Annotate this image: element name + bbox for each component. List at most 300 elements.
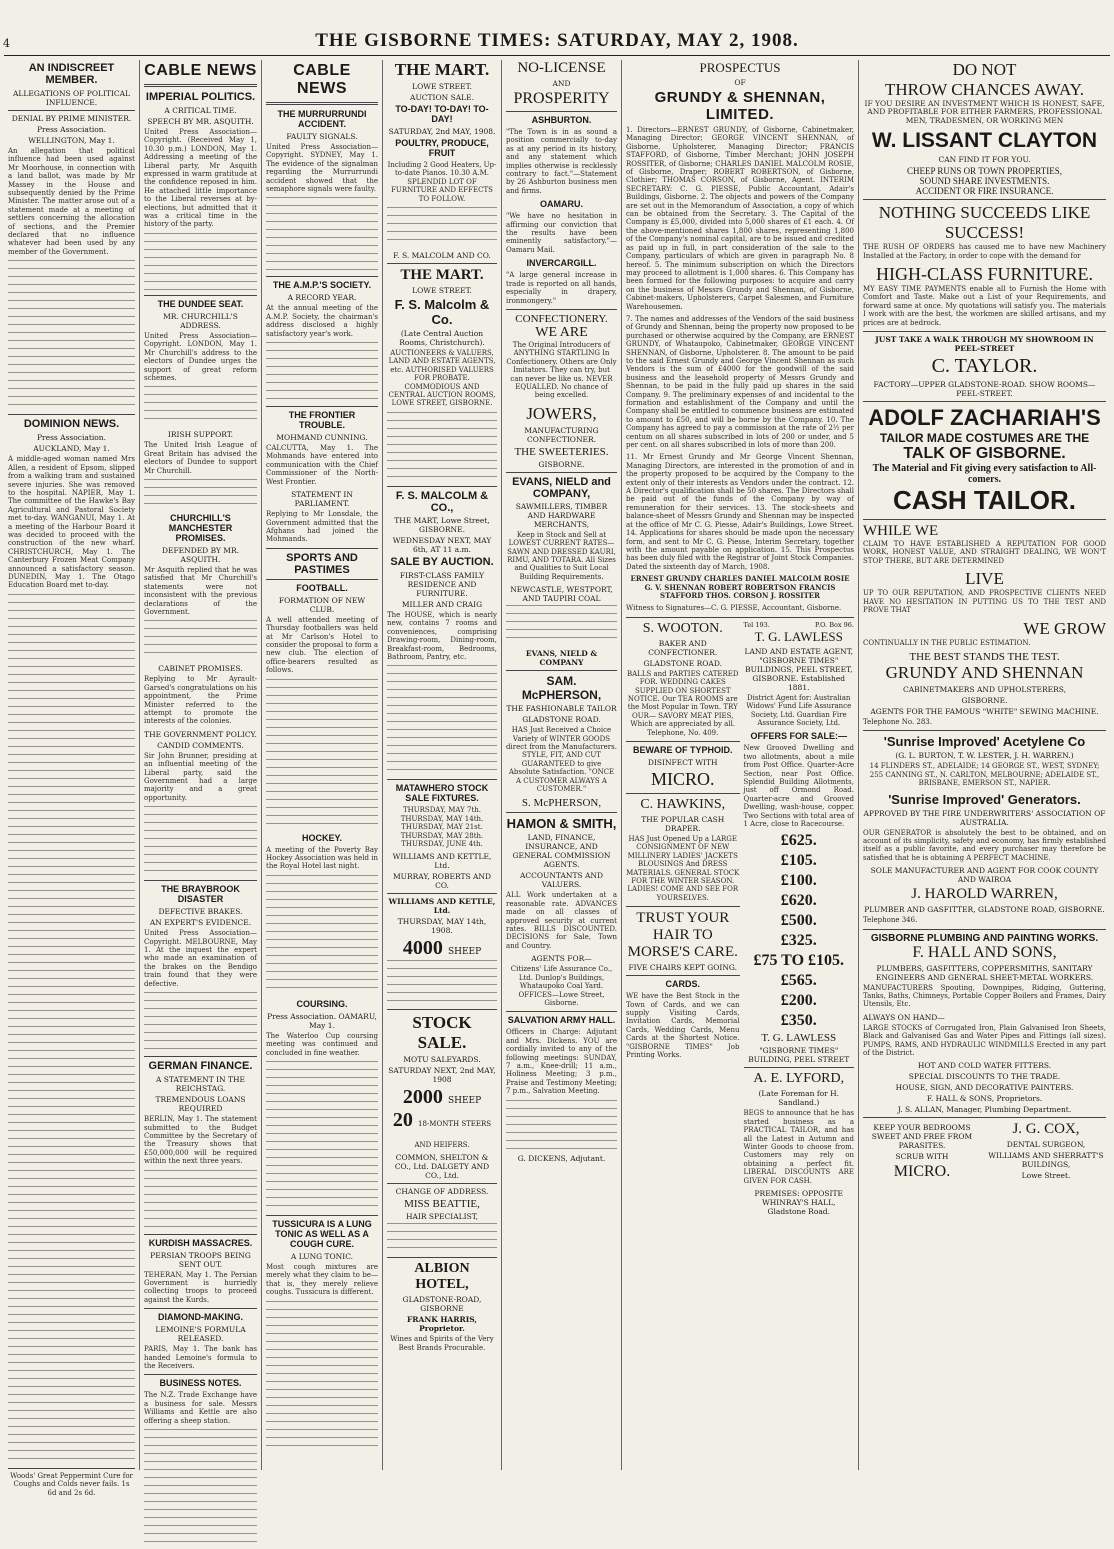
matawhero-fixtures: MATAWHERO STOCK SALE FIXTURES. xyxy=(395,783,489,804)
evans-nield-continued xyxy=(506,605,617,645)
subhead: A LUNG TONIC. xyxy=(290,1252,354,1261)
grundy-shennan-tel: Telephone No. 283. xyxy=(863,717,932,726)
divider xyxy=(266,579,378,580)
article-text: A meeting of the Poverty Bay Hockey Association was held in the Royal Hotel last night. xyxy=(266,845,378,871)
divider xyxy=(387,486,497,487)
address: THE MART, Lowe Street, GISBORNE. xyxy=(394,515,490,534)
divider xyxy=(626,906,740,907)
divider xyxy=(626,741,740,742)
advert-the-mart-title: THE MART. xyxy=(400,267,484,284)
sheep-word: SHEEP xyxy=(447,947,482,958)
hall-sons-sub: PLUMBERS, GASFITTERS, COPPERSMITHS, SANITARY ENGINEERS AND GENERAL SHEET-METAL WORKERS. xyxy=(875,963,1094,982)
prospectus-signatures: ERNEST GRUNDY CHARLES DANIEL MALCOLM ROSIE G. V. SHENNAN ROBERT ROBERTSON FRANCIS STAFFORD THOS. CORSON J. ROSSITER xyxy=(630,574,850,600)
sale-by-auction: SALE BY AUCTION. xyxy=(390,555,494,568)
always-on-hand: ALWAYS ON HAND— xyxy=(863,1012,945,1022)
article-text: The Waterloo Cup coursing meeting was continued and concluded in fine weather. xyxy=(266,1031,378,1057)
typhoid-sub: DISINFECT WITH xyxy=(647,758,718,767)
trust-head: TRUST YOUR HAIR TO MORSE'S CARE. xyxy=(627,910,738,961)
adolf-zachariah-name: ADOLF ZACHARIAH'S xyxy=(868,405,1101,431)
divider xyxy=(387,263,497,264)
lyford-text: BEGS to announce that he has started business as a PRACTICAL TAILOR, and has all the Latest in Autumn and Winter Goods to choose from. Customers may rely on obtaining a perfect fit. LIBERAL DISCOUNTS ARE GIVEN FOR CASH. xyxy=(743,1109,854,1185)
sunrise-names: (G. L. BURTON, T. W. LESTER, J. H. WARREN.) xyxy=(895,751,1074,761)
subhead: A CRITICAL TIME. xyxy=(164,106,237,115)
wooton-location: GLADSTONE ROAD. xyxy=(643,658,722,668)
lawless-contact xyxy=(744,621,855,629)
price: £620. xyxy=(780,892,817,910)
divider xyxy=(8,1468,135,1469)
lyford-location: PREMISES: OPPOSITE WHINRAY'S HALL, Gladstone Road. xyxy=(754,1189,843,1217)
subhead-amp-society: THE A.M.P.'S SOCIETY. xyxy=(272,280,372,291)
beattie-sub: HAIR SPECIALIST, xyxy=(405,1212,479,1222)
confectionery-head: CONFECTIONERY. xyxy=(515,312,608,325)
micro-head: MICRO. xyxy=(893,1163,951,1181)
article-text-continued xyxy=(144,233,257,291)
company-name: GRUNDY & SHENNAN, LIMITED. xyxy=(654,89,826,123)
divider xyxy=(387,893,497,894)
mcpherson-text: HAS Just Received a Choice Variety of WINTER GOODS direct from the Manufacturers. STYLE, FIT, AND CUT GUARANTEED to give Absolute Satisfaction. "ONCE A CUSTOMER ALWAYS A CUSTOMER." xyxy=(506,726,617,794)
hall-sons-name: F. HALL AND SONS, xyxy=(912,943,1057,961)
divider xyxy=(863,929,1106,930)
agent: WILLIAMS AND KETTLE, Ltd. xyxy=(388,897,496,916)
subhead: FORMATION OF NEW CLUB. xyxy=(278,595,366,614)
subhead: THE GOVERNMENT POLICY. xyxy=(144,729,257,739)
subhead-hockey: HOCKEY. xyxy=(301,832,342,843)
price: £565. xyxy=(780,972,817,990)
article-text: United Press Association—Copyright. SYDNEY, May 1. The evidence of the signalman regarding the Murrurrundi accident showed that the semaphore signals were faulty. xyxy=(266,143,378,194)
oamaru-head: OAMARU. xyxy=(540,199,583,210)
subhead: CANDID COMMENTS. xyxy=(157,740,244,750)
agents-for: AGENTS FOR— xyxy=(531,954,592,964)
price: £625. xyxy=(780,832,817,850)
subhead: PERSIAN TROOPS BEING SENT OUT. xyxy=(150,1250,251,1269)
stock-count: 20 xyxy=(392,1109,413,1132)
col6-left xyxy=(626,621,740,1218)
divider xyxy=(744,1067,855,1068)
subhead: TREMENDOUS LOANS REQUIRED xyxy=(155,1095,246,1114)
confectionery-text: The Original Introducers of ANYTHING STARTLING In Confectionery. Others are Only Imitators. They can try, but can never be like us. NEVER EQUALLED. No chance of being excelled. xyxy=(506,340,617,400)
headline-cable-news: CABLE NEWS xyxy=(293,62,351,97)
hawkins-name: C. HAWKINS, xyxy=(640,797,726,812)
stock-20-row xyxy=(387,1109,497,1151)
lawless-sig: T. G. LAWLESS xyxy=(761,1032,837,1045)
prospectus-text-3: 11. Mr Ernest Grundy and Mr George Vincent Shennan, Managing Directors, are interested in the promotion of and in the property proposed to be acquired by the Company to the extent only of their interests as Vendors under the contract. 12. A Director's qualification shall be 50 shares. The Directors shall be paid out of the funds of the Company by way of remuneration for their services. 13. The stock-sheets and balance-sheet of Messrs Grundy and Shennan may be inspected at the office of Mr C. G. Piesse, Adair's Buildings, Lowe Street. 14. Applications for shares should be made upon the necessary form, and sent to Mr C. G. Piesse, Interim Secretary, together with the amount payable on application. 15. This Prospectus has been duly filed with the Registrar of Joint Stock Companies. Dated the sixteenth day of March, 1908. xyxy=(626,453,854,571)
poultry-line: POULTRY, PRODUCE, FRUIT xyxy=(395,138,489,158)
hamon-smith-name: HAMON & SMITH, xyxy=(506,816,617,832)
sunrise-acetylene: 'Sunrise Improved' Acetylene Co xyxy=(883,734,1086,750)
col6-right xyxy=(744,621,855,1218)
subhead: DEFECTIVE BRAKES. xyxy=(158,907,243,917)
subhead: SPEECH BY MR. ASQUITH. xyxy=(147,117,254,126)
article-text-continued xyxy=(266,1061,378,1211)
divider xyxy=(626,975,740,976)
sale-text-continued xyxy=(387,960,497,1005)
approved-line: APPROVED BY THE FIRE UNDERWRITERS' ASSOCIATION OF AUSTRALIA. xyxy=(863,808,1106,827)
article-text-continued xyxy=(144,1170,257,1230)
easy-payments-text: MY EASY TIME PAYMENTS enable all to Furnish the Home with Comfort and Taste. Make out a List of your Requirements, and forward same at once. My quotations will satisfy you. The materials I work with are the best, the workmen are skilled artisans, and my prices are at bedrock. xyxy=(863,285,1106,327)
stock-count: 2000 xyxy=(402,1086,443,1109)
evans-nield-sig: EVANS, NIELD & COMPANY xyxy=(525,649,598,668)
claim-text: CLAIM TO HAVE ESTABLISHED A REPUTATION FOR GOOD WORK, HONEST VALUE, AND STRAIGHT DEALING, WE WON'T STOP THERE, BUT ARE DETERMINED xyxy=(863,540,1106,565)
best-stands-test: THE BEST STANDS THE TEST. xyxy=(909,650,1060,663)
subhead: IRISH SUPPORT. xyxy=(167,430,234,440)
grundy-shennan-sub: CABINETMAKERS AND UPHOLSTERERS, xyxy=(902,684,1067,694)
rush-text: THE RUSH OF ORDERS has caused me to have new Machinery Installed at the Factory, in order to cope with the demand for xyxy=(863,243,1106,260)
talk-of-gisborne: TALK OF GISBORNE. xyxy=(903,445,1066,463)
divider xyxy=(266,1215,378,1216)
albion-text: Wines and Spirits of the Very Best Brands Procurable. xyxy=(390,1335,494,1352)
lissant-clayton-name: W. LISSANT CLAYTON xyxy=(871,129,1098,153)
taylor-factory: FACTORY—UPPER GLADSTONE-ROAD. SHOW ROOMS—PEEL-STREET. xyxy=(873,380,1096,399)
subhead: A STATEMENT IN THE REICHSTAG. xyxy=(155,1075,246,1094)
auctioneer: MILLER AND CRAIG xyxy=(401,599,483,609)
article-text-continued xyxy=(144,806,257,876)
article-text: The N.Z. Trade Exchange have a business for sale. Messrs Williams and Kettle are also offering a sheep station. xyxy=(144,1391,257,1425)
wooton-sub: BAKER AND CONFECTIONER. xyxy=(648,638,718,657)
evans-nield-text: Keep in Stock and Sell at LOWEST CURRENT RATES— SAWN AND DRESSED KAURI, RIMU, AND TOTARA. All Sizes and Qualities to Suit Local Building Requirements. xyxy=(507,530,616,581)
column-1 xyxy=(4,60,139,1497)
col6-lower xyxy=(626,621,854,1218)
lawless-agent: District Agent for: Australian Widows' Fund Life Assurance Society, Ltd. Guardian Fire Assurance Society, Ltd. xyxy=(746,693,852,727)
scrub-with: SCRUB WITH xyxy=(895,1152,949,1162)
price: £75 TO £105. xyxy=(753,952,845,970)
cash-tailor: CASH TAILOR. xyxy=(893,485,1076,516)
price: £325. xyxy=(780,932,817,950)
divider xyxy=(626,617,854,618)
subhead-braybrook-disaster: THE BRAYBROOK DISASTER xyxy=(161,884,240,905)
headline-cable-news: CABLE NEWS xyxy=(144,62,257,79)
article-text-continued xyxy=(266,342,378,402)
subhead-coursing: COURSING. xyxy=(296,998,348,1009)
divider xyxy=(506,309,617,310)
walk-line: JUST TAKE A WALK THROUGH MY SHOWROOM IN PEEL-STREET xyxy=(875,335,1094,354)
article-text-continued xyxy=(144,992,257,1052)
divider xyxy=(144,1234,257,1235)
fs-malcolm-name-2: F. S. MALCOLM & CO., xyxy=(395,489,489,514)
divider xyxy=(506,1011,617,1012)
live-text: UP TO OUR REPUTATION, AND PROSPECTIVE CLIENTS NEED HAVE NO HESITATION IN PUTTING US TO THE TEST AND PROVE THAT xyxy=(863,589,1106,615)
prospectus-text-2: 7. The names and addresses of the Vendors of the said business of Grundy and Shennan, being the property now proposed to be purchased or otherwise acquired by the Company, are ERNEST GRUNDY, of Whataupoko, Cabinetmaker, GEORGE VINCENT SHENNAN, of Gisborne, Upholsterer. 8. The amount to be paid to the said Ernest Grundy and George Vincent Shennan as such Vendors is the sum of £4000 for the goodwill of the said business and the leasehold property of Messrs Grundy and Shennan, to be paid in the fully paid up shares in the said Company. 9. The preliminary expenses of and incidental to the formation and establishment of the Company and until the Company shall be entitled to commence business are estimated to amount to £50, and will be borne by the Company. 10. The Company has agreed to pay a commission at the rate of 2½ per centum on all shares subscribed in lots of 200 or under, and 5 per cent. on all shares subscribed in lots of more than 200. xyxy=(626,314,854,450)
allan-manager: J. S. ALLAN, Manager, Plumbing Department. xyxy=(897,1105,1072,1115)
divider xyxy=(506,812,617,813)
divider xyxy=(863,730,1106,731)
taylor-name: C. TAYLOR. xyxy=(931,355,1038,378)
wooton-name: S. WOOTON. xyxy=(642,620,723,636)
article-text: PARIS, May 1. The bank has handed Lemoine's formula to the Receivers. xyxy=(144,1345,257,1370)
sunrise-generators: 'Sunrise Improved' Generators. xyxy=(888,791,1081,807)
subhead-imperial-politics: IMPERIAL POLITICS. xyxy=(145,91,256,103)
divider xyxy=(8,414,135,415)
prospectus-text: 1. Directors—ERNEST GRUNDY, of Gisborne, Cabinetmaker, Managing Director; GEORGE VINCENT SHENNAN, of Gisborne, Upholsterer, Managing Director; FRANCIS STAFFORD, of Gisborne, Timber Merchant; JOHN JOSEPH ROSSITER, of Gisborne; CHARLES DANIEL MALCOLM ROSIE, of Gisborne, Draper; ROBERT ROBERTSON, of Gisborne, Clothier; THOMAS CORSON, of Gisborne, Agent. INTERIM SECRETARY: C. G. PIESSE, Public Accountant, Adair's Buildings, Gisborne. 2. The objects and powers of the Company are set out in the Memorandum of Association, a copy of which can be obtained from the Secretary. 3. The Capital of the Company is £5,000, divided into 5,000 shares of £1 each. 4. Of the above-mentioned shares 1,800 shares, representing 1,800 of the Company's nominal capital, are to be issued and credited as paid up in full, in part consideration of the sale to the Company, particulars of which are given in paragraph No. 8 hereof. 5. The minimum subscription on which the Directors may proceed to allotment is 1,000 shares. 6. This Company has been formed for the following purposes: to acquire and carry on the business of Messrs Grundy and Shennan, of Gisborne, Cabinet-makers, Upholsterers, Carpet Salesmen, and Furniture Warehousemen. xyxy=(626,126,854,311)
stock-word: 18-MONTH STEERS AND HEIFERS. xyxy=(414,1120,492,1150)
ashburton-head: ASHBURTON. xyxy=(531,115,592,125)
sweeteries: THE SWEETERIES. xyxy=(514,445,609,458)
subhead: THE DUNDEE SEAT. xyxy=(157,298,244,309)
divider xyxy=(266,276,378,277)
warren-sub: PLUMBER AND GASFITTER, GLADSTONE ROAD, GISBORNE. xyxy=(864,905,1105,915)
agents-text: Citizens' Life Assurance Co., Ltd. Dunlop's Buildings, Whataupoko Coal Yard. OFFICES—Lowe Street, Gisborne. xyxy=(510,965,613,1007)
jowers-name: JOWERS, xyxy=(526,403,597,423)
article-text: United Press Association—Copyright. LONDON, May 1. Mr Churchill's address to the electors of Dundee urges the support of great reform schemes. xyxy=(144,331,257,382)
invercargill-head: INVERCARGILL. xyxy=(526,258,597,269)
article-text: TEHERAN, May 1. The Persian Government is hurriedly collecting troops to proceed against the Kurds. xyxy=(144,1270,257,1304)
micro-head: MICRO. xyxy=(650,769,715,789)
divider xyxy=(506,472,617,473)
grundy-shennan-name: GRUNDY AND SHENNAN xyxy=(885,662,1084,682)
sound-shares: SOUND SHARE INVESTMENTS. xyxy=(919,176,1050,187)
divider xyxy=(863,199,1106,200)
sole-agent: SOLE MANUFACTURER AND AGENT FOR COOK COUNTY AND WAIROA xyxy=(870,866,1099,885)
divider xyxy=(387,1183,497,1184)
salvation-army-text: Officers in Charge: Adjutant and Mrs. Dickens. YOU are cordially invited to any of the following meetings: SUNDAY, 7 a.m., Knee-drill; 11 a.m., Holiness Meeting; 3 p.m., Praise and Testimony Meeting; 7 p.m., Salvation Meeting. xyxy=(506,1028,617,1096)
agents: COMMON, SHELTON & CO., Ltd. DALGETY AND CO., Ltd. xyxy=(394,1153,490,1181)
fs-malcolm-sub: (Late Central Auction Rooms, Christchurch). xyxy=(399,329,485,348)
material-fit: The Material and Fit giving every satisfaction to All-comers. xyxy=(872,463,1097,486)
article-text: Mr Asquith replied that he was satisfied that Mr Churchill's statements were not inconsistent with the previous declarations of the Government. xyxy=(144,565,257,616)
lawless-tel: Tel 193. xyxy=(743,620,770,629)
sale-date: SATURDAY NEXT, 2nd MAY, 1908 xyxy=(388,1066,496,1085)
auction-date: SATURDAY, 2nd MAY, 1908. xyxy=(388,127,496,136)
advert-tussicura-head: TUSSICURA IS A LUNG TONIC AS WELL AS A COUGH CURE. xyxy=(272,1219,372,1249)
subhead: MR. CHURCHILL'S ADDRESS. xyxy=(163,311,238,330)
today-banner: TO-DAY! TO-DAY! TO-DAY! xyxy=(395,104,489,124)
sheep-count: 4000 xyxy=(402,937,443,960)
press-line: Press Association. xyxy=(37,433,106,443)
prosperity-head: PROSPERITY xyxy=(513,90,610,107)
cox-ad xyxy=(987,1121,1105,1182)
sale-text-continued xyxy=(387,665,497,775)
subhead-german-finance: GERMAN FINANCE. xyxy=(148,1060,253,1073)
subhead: LEMOINE'S FORMULA RELEASED. xyxy=(155,1325,246,1344)
sale-item: FIRST-CLASS FAMILY RESIDENCE AND FURNITURE. xyxy=(399,570,485,598)
cards-text: WE have the Best Stock in the Town of Cards, and we can supply Visiting Cards, Invitation Cards, Memorial Cards, Wedding Cards, Menu Cards at the Shortest Notice. "GISBORNE TIMES" Job Printing Works. xyxy=(626,992,740,1060)
evans-nield-name: EVANS, NIELD and COMPANY, xyxy=(512,475,611,500)
subhead: AN EXPERT'S EVIDENCE. xyxy=(149,918,252,928)
albion-address: GLADSTONE-ROAD, GISBORNE xyxy=(402,1295,482,1314)
grow-text: CONTINUALLY IN THE PUBLIC ESTIMATION. xyxy=(863,638,1031,647)
tailor-made-line: TAILOR MADE COSTUMES ARE THE xyxy=(879,431,1090,446)
auction-text: Including 2 Good Heaters, Up-to-date Pianos. 10.30 A.M. SPLENDID LOT OF FURNITURE AND EFFECTS TO FOLLOW. xyxy=(387,161,497,203)
dateline: WELLINGTON, May 1. xyxy=(28,136,115,145)
manufacturers-text: MANUFACTURERS Spouting, Downpipes, Ridging, Guttering, Tanks, Baths, Chimneys, Portable Copper Boilers and Frames, Dairy Utensils, Etc. xyxy=(863,983,1106,1009)
mcpherson-sub: THE FASHIONABLE TAILOR xyxy=(506,704,617,714)
dateline: AUCKLAND, May 1. xyxy=(33,444,110,454)
sheep-count-row xyxy=(387,937,497,960)
warren-name: J. HAROLD WARREN, xyxy=(911,886,1058,903)
we-are: WE ARE xyxy=(535,324,588,340)
article-text-continued xyxy=(144,386,257,426)
lawless-box: P.O. Box 96. xyxy=(815,620,854,629)
article-text: The United Irish League of Great Britain has advised the electors of Dundee to support Mr Churchill. xyxy=(144,441,257,475)
cox-location: Lowe Street. xyxy=(1021,1171,1071,1181)
special-discounts: SPECIAL DISCOUNTS TO THE TRADE. xyxy=(908,1072,1061,1082)
cox-text: WILLIAMS AND SHERRATT'S BUILDINGS, xyxy=(988,1151,1104,1170)
subhead-diamond-making: DIAMOND-MAKING. xyxy=(158,1312,243,1323)
accident-insurance: ACCIDENT OR FIRE INSURANCE. xyxy=(915,186,1054,197)
column-6 xyxy=(621,60,858,1470)
advert-the-mart-title: THE MART. xyxy=(394,60,490,79)
divider xyxy=(863,519,1106,520)
albion-proprietor: FRANK HARRIS, Proprietor. xyxy=(406,1315,477,1334)
article-text: Replying to Mr Ayrault-Garsed's congratulations on his appointment, the Prime Minister referred to the attempt to promote the interests of the colonies. xyxy=(144,675,257,726)
subhead: MOHMAND CUNNING. xyxy=(276,433,368,443)
lyford-name: A. E. LYFORD, xyxy=(753,1071,845,1087)
investment-text: IF YOU DESIRE AN INVESTMENT WHICH IS HONEST, SAFE, AND PROFITABLE FOR EITHER FARMERS, PROFESSIONAL MEN, TRADESMEN, OR WORKING MEN xyxy=(864,99,1105,125)
article-text: A well attended meeting of Thursday footballers was held at Mr Carlson's Hotel to consider the proposal to form a new club. The election of office-bearers resulted as follows. xyxy=(266,615,378,675)
column-3 xyxy=(261,60,382,1470)
ashburton-text: "The Town is in as sound a position commercially to-day as at any period in its history, and any statement which implies otherwise is recklessly contrary to fact."—Statement by 26 Ashburton business men and firms. xyxy=(506,128,617,195)
hall-sig: F. HALL & SONS, Proprietors. xyxy=(926,1094,1043,1104)
subhead-murrurrundi-accident: THE MURRURRUNDI ACCIDENT. xyxy=(277,109,367,129)
divider xyxy=(863,1117,1106,1118)
divider xyxy=(144,295,257,296)
column-2 xyxy=(139,60,261,1470)
price: £105. xyxy=(780,852,817,870)
fs-malcolm-continued xyxy=(387,412,497,482)
albion-hotel: ALBION HOTEL, xyxy=(414,1261,470,1293)
advert-tussicura-text: Most cough mixtures are merely what they claim to be—that is, they merely relieve coughs. Tussicura is different. xyxy=(266,1263,378,1297)
subhead: STATEMENT IN PARLIAMENT. xyxy=(291,490,353,509)
auctioneer: F. S. MALCOLM AND CO. xyxy=(393,251,491,261)
prospectus-witness: Witness to Signatures—C. G. PIESSE, Accountant, Gisborne. xyxy=(626,604,842,613)
saleyards: MOTU SALEYARDS. xyxy=(403,1055,481,1065)
oamaru-text: "We have no hesitation in affirming our conviction that the results have been eminently satisfactory."—Oamaru Mail. xyxy=(506,212,617,254)
article-text: CALCUTTA, May 1. The Mohmands have entered into communication with the Chief Commissioner of the North-West Frontier. xyxy=(266,444,378,486)
divider xyxy=(8,110,135,111)
mcpherson-location: GLADSTONE ROAD. xyxy=(522,715,601,725)
subhead-frontier-trouble: THE FRONTIER TROUBLE. xyxy=(288,410,356,431)
divider xyxy=(266,406,378,407)
headline-indiscreet-member: AN INDISCREET MEMBER. xyxy=(28,62,115,86)
article-text: At the annual meeting of the A.M.P. Society, the chairman's address disclosed a highly satisfactory year's work. xyxy=(266,304,378,338)
divider xyxy=(626,793,740,794)
throw-chances-head: THROW CHANCES AWAY. xyxy=(884,80,1085,99)
typhoid-head: BEWARE OF TYPHOID. xyxy=(632,745,733,755)
price: £200. xyxy=(780,992,817,1010)
and: AND xyxy=(552,79,571,88)
offers-head: OFFERS FOR SALE:— xyxy=(750,731,847,742)
divider xyxy=(387,779,497,780)
beattie-name: MISS BEATTIE, xyxy=(404,1198,480,1211)
subhead: DEFENDED BY MR. ASQUITH. xyxy=(161,545,240,564)
live-word: LIVE xyxy=(965,569,1004,589)
evans-nield-sub: SAWMILLERS, TIMBER AND HARDWARE MERCHANTS, xyxy=(515,501,608,529)
we-grow: WE GROW xyxy=(1023,618,1106,638)
nothing-succeeds: NOTHING SUCCEEDS LIKE SUCCESS! xyxy=(878,203,1091,243)
keep-bedrooms: KEEP YOUR BEDROOMS SWEET AND FREE FROM PARASITES. xyxy=(871,1123,973,1151)
micro-ad xyxy=(863,1121,981,1182)
stock-2000-row xyxy=(387,1086,497,1109)
subhead: Press Association. OAMARU, May 1. xyxy=(267,1011,377,1030)
cards-head: CARDS. xyxy=(665,979,700,990)
masthead xyxy=(0,0,1114,52)
subhead-kurdish-massacres: KURDISH MASSACRES. xyxy=(148,1237,253,1248)
prospectus-head: PROSPECTUS xyxy=(699,60,781,75)
auction-label: AUCTION SALE. xyxy=(410,93,474,102)
headline-sports-and-pastimes: SPORTS AND PASTIMES xyxy=(286,551,358,576)
divider xyxy=(506,111,617,112)
article-text: United Press Association—Copyright. (Received May 1, 10.30 p.m.) LONDON, May 1. Addressing a meeting of the Liberal party, Mr Asquith expressed in warm gratitude at the confidence reposed in him. He attached little importance to the Liberal reverses at by-elections, but admitted that it was a critical time in the history of the party. xyxy=(144,128,257,229)
subhead-football: FOOTBALL. xyxy=(296,582,348,593)
column-5 xyxy=(501,60,621,1470)
article-text-continued xyxy=(266,197,378,272)
divider xyxy=(863,331,1106,332)
fixture-dates: THURSDAY, MAY 7th. THURSDAY, MAY 14th. THURSDAY, MAY 21st. THURSDAY, MAY 28th. THURSDAY, JUNE 4th. xyxy=(400,806,484,848)
grundy-shennan-loc: GISBORNE. xyxy=(961,695,1008,705)
cheap-runs: CHEEP RUNS OR TOWN PROPERTIES, xyxy=(906,166,1063,177)
col7-lower xyxy=(863,1121,1106,1182)
wooton-text: BALLS and PARTIES CATERED FOR. WEDDING CAKES SUPPLIED ON SHORTEST NOTICE. Our TEA ROOMS are the Most Popular in Town. TRY OUR— SAVORY MEAT PIES, Which are appreciated by all. Telephone, No. 409. xyxy=(626,669,739,737)
lawless-name: T. G. LAWLESS xyxy=(754,628,843,644)
salvation-army-head: SALVATION ARMY HALL. xyxy=(507,1015,616,1026)
article-text-continued xyxy=(266,875,378,995)
press-line: Press Association. xyxy=(37,125,106,134)
beattie-text xyxy=(387,1223,497,1253)
trust-sub: FIVE CHAIRS KEPT GOING. xyxy=(628,963,738,973)
article-text-continued xyxy=(144,1429,257,1549)
divider xyxy=(387,1009,497,1010)
hamon-smith-sub: LAND, FINANCE, INSURANCE, AND GENERAL COMMISSION AGENTS. xyxy=(512,833,611,870)
article-text: Sir John Brunner, presiding at an influential meeting of the Liberal party, said the Government had a large majority and a great opportunity. xyxy=(144,751,257,802)
headline-dominion-news: DOMINION NEWS. xyxy=(23,418,120,431)
lyford-sub: (Late Foreman for H. Sandland.) xyxy=(758,1089,840,1108)
lawless-sig-sub: "GISBORNE TIMES" BUILDING, PEEL STREET xyxy=(748,1046,850,1065)
jowers-location: GISBORNE. xyxy=(538,459,585,469)
hawkins-sub: THE POPULAR CASH DRAPER. xyxy=(641,815,725,833)
of: OF xyxy=(734,78,746,87)
divider xyxy=(266,102,378,105)
hamon-smith-sub2: ACCOUNTANTS AND VALUERS. xyxy=(519,871,603,890)
subhead: CHURCHILL'S MANCHESTER PROMISES. xyxy=(168,512,233,543)
article-text: United Press Association—Copyright. MELBOURNE, May 1. At the inquest the expert who made an examination of the brakes on the Bendigo train found that they were defective. xyxy=(144,929,257,988)
subhead-business-notes: BUSINESS NOTES. xyxy=(159,1378,242,1389)
warren-tel: Telephone 346. xyxy=(863,916,918,925)
auction-list xyxy=(387,207,497,247)
always-text: LARGE STOCKS of Corrugated Iron, Plain Galvanised Iron Sheets, Black and Galvanised Gas and Water Pipes and Fittings (all sizes). PUMPS, RAMS, AND HYDRAULIC WINDMILLS Erected in any part of the District. xyxy=(863,1023,1106,1057)
sale-date: THURSDAY, MAY 14th, 1908. xyxy=(397,917,487,936)
article-text-continued xyxy=(8,260,135,410)
grundy-shennan-agent: AGENTS FOR THE FAMOUS "WHITE" SEWING MACHINE. xyxy=(870,706,1099,716)
lissant-sub: CAN FIND IT FOR YOU. xyxy=(938,155,1031,165)
stock-sale-title: STOCK SALE. xyxy=(412,1013,472,1053)
hot-cold-water: HOT AND COLD WATER FITTERS. xyxy=(917,1061,1052,1071)
lawless-sub: LAND AND ESTATE AGENT, "GISBORNE TIMES" BUILDINGS, PEEL STREET, GISBORNE. Established 1881. xyxy=(744,646,854,692)
agent: WILLIAMS AND KETTLE, Ltd. xyxy=(392,852,492,871)
agent: MURRAY, ROBERTS AND CO. xyxy=(393,872,491,891)
divider xyxy=(144,1308,257,1309)
subhead: FAULTY SIGNALS. xyxy=(286,132,358,141)
price: £100. xyxy=(780,872,817,890)
change-of-address: CHANGE OF ADDRESS. xyxy=(395,1187,489,1197)
jowers-sub: MANUFACTURING CONFECTIONER. xyxy=(524,425,599,444)
newspaper-title: THE GISBORNE TIMES: SATURDAY, MAY 2, 1908. xyxy=(315,30,799,51)
sunrise-addresses: 14 FLINDERS ST., ADELAIDE; 14 GEORGE ST., WEST, SYDNEY; 255 CANNING ST., N. CARLTON, MELBOURNE; ADELAIDE ST., BRISBANE, EMERSON ST., NAPIER. xyxy=(869,762,1100,788)
evans-nield-coal: NEWCASTLE, WESTPORT, AND TAUPIRI COAL xyxy=(510,585,613,604)
cox-sub: DENTAL SURGEON, xyxy=(1006,1140,1086,1150)
subhead: ALLEGATIONS OF POLITICAL INFLUENCE. xyxy=(12,89,131,107)
salvation-army-sig: G. DICKENS, Adjutant. xyxy=(517,1153,606,1163)
subhead: A RECORD YEAR. xyxy=(287,293,357,303)
divider xyxy=(144,1056,257,1057)
house-painters: HOUSE, SIGN, AND DECORATIVE PAINTERS. xyxy=(895,1083,1074,1093)
price: £350. xyxy=(780,1012,817,1030)
masthead-rule xyxy=(4,55,1110,56)
divider xyxy=(144,880,257,881)
article-text-continued xyxy=(266,679,378,829)
divider xyxy=(144,84,257,87)
generator-text: OUR GENERATOR is absolutely the best to be obtained, and on account of its simplicity, safety and economy, has firmly established itself as a public favorite, and every purchaser may therefore be satisfied that he is obtaining A PERFECT MACHINE. xyxy=(863,828,1106,862)
fs-malcolm-name: F. S. Malcolm & Co. xyxy=(394,297,490,328)
no-license-head: NO-LICENSE xyxy=(517,60,606,76)
